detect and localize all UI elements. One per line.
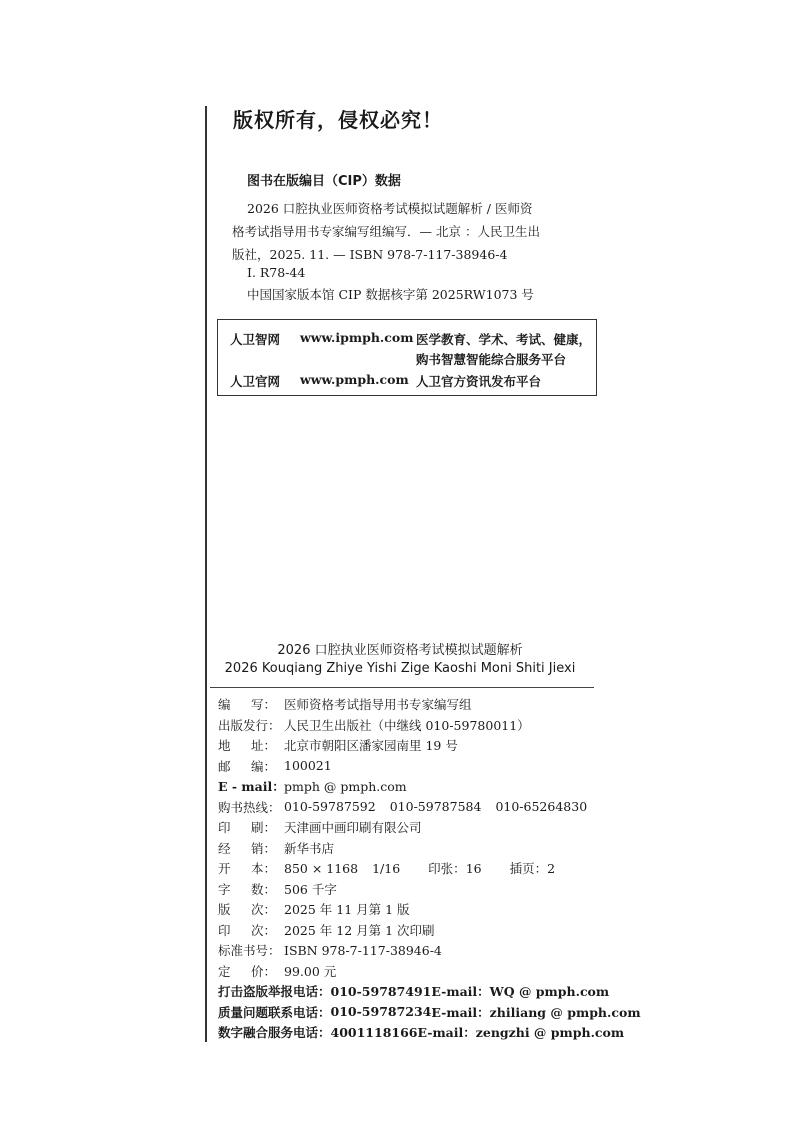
- info-label: 标准书号：: [218, 943, 281, 959]
- email-link[interactable]: E-mail：zhiliang @ pmph.com: [431, 1004, 641, 1020]
- label-part: 版: [218, 902, 231, 918]
- info-value: 2: [547, 860, 556, 876]
- info-label: [218, 695, 276, 713]
- info-value: 100021: [284, 758, 332, 774]
- info-value: 医师资格考试指导用书专家编写组: [284, 697, 472, 713]
- info-row-price: [218, 961, 598, 982]
- info-row-postcode: [218, 756, 598, 777]
- label-part: 数：: [250, 881, 276, 897]
- platform-row: [230, 372, 280, 390]
- phone-number: 010-59787592: [284, 799, 376, 815]
- info-label: 出版发行：: [218, 717, 281, 733]
- info-row-editor: [218, 694, 598, 715]
- cip-classification: Ⅰ. R78-44: [247, 265, 306, 280]
- email-link[interactable]: E-mail：zengzhi @ pmph.com: [417, 1025, 625, 1041]
- label-part: 次：: [250, 922, 276, 938]
- info-value: 2025 年 12 月第 1 次印刷: [284, 922, 435, 938]
- info-value: 850 × 1168: [284, 860, 359, 876]
- label-part: 址：: [250, 738, 276, 754]
- platform-name: 人卫智网: [230, 332, 281, 347]
- info-label: [218, 859, 276, 877]
- cip-record-number: 中国国家版本馆 CIP 数据核字第 2025RW1073 号: [247, 287, 534, 302]
- info-row-printing: [218, 920, 598, 941]
- info-row-distributor: [218, 838, 598, 859]
- info-label: 质量问题联系电话：: [218, 1004, 331, 1020]
- info-value: 天津画中画印刷有限公司: [284, 820, 422, 836]
- info-row-hotline: [218, 797, 598, 818]
- info-label: [218, 962, 276, 980]
- label-part: 销：: [250, 840, 276, 856]
- label-part: 编: [218, 697, 231, 713]
- info-label: [218, 900, 276, 918]
- publication-info: [218, 694, 641, 1043]
- info-value: 99.00 元: [284, 963, 337, 979]
- label-part: 字: [218, 881, 231, 897]
- book-title-chinese: 2026 口腔执业医师资格考试模拟试题解析: [277, 643, 523, 658]
- info-label: 数字融合服务电话：: [218, 1025, 331, 1041]
- info-row-printer: [218, 817, 598, 838]
- label-part: 次：: [250, 902, 276, 918]
- platform-desc-wrap: [416, 372, 541, 390]
- info-row-publisher: [218, 715, 598, 736]
- email-link[interactable]: pmph @ pmph.com: [284, 778, 407, 794]
- label-part: 刷：: [250, 820, 276, 836]
- cip-heading: 图书在版编目（CIP）数据: [247, 174, 401, 189]
- platform-name: 人卫官网: [230, 374, 281, 389]
- label-part: 地: [218, 738, 231, 754]
- label-part: 本：: [250, 861, 276, 877]
- platform-box: [217, 319, 597, 396]
- info-value: 2025 年 11 月第 1 版: [284, 902, 410, 918]
- label-part: 价：: [250, 963, 276, 979]
- info-value: 1/16: [372, 860, 401, 876]
- cip-line: 2026 口腔执业医师资格考试模拟试题解析 / 医师资: [247, 201, 533, 216]
- platform-desc: 医学教育、学术、考试、健康，: [416, 332, 592, 347]
- margin-rule: [205, 106, 207, 1042]
- info-value: 北京市朝阳区潘家园南里 19 号: [284, 738, 458, 754]
- copyright-notice: 版权所有，侵权必究！: [233, 108, 443, 132]
- label-part: 编：: [250, 758, 276, 774]
- label-part: 印: [218, 820, 231, 836]
- label-part: 经: [218, 840, 231, 856]
- info-row-digital: [218, 1022, 625, 1043]
- phone-number: 010-65264830: [495, 799, 588, 815]
- info-label: E - mail：: [218, 779, 285, 795]
- email-link[interactable]: E-mail：WQ @ pmph.com: [431, 984, 610, 1000]
- info-label: [218, 921, 276, 939]
- platform-url-link[interactable]: www.ipmph.com: [300, 330, 414, 345]
- info-label: 购书热线：: [218, 799, 281, 815]
- cip-line: 格考试指导用书专家编写组编写．— 北京 ：人民卫生出: [232, 224, 540, 239]
- phone-number: 010-59787491: [330, 983, 432, 999]
- platform-desc: 购书智慧智能综合服务平台: [416, 352, 567, 367]
- label-part: 开: [218, 861, 231, 877]
- divider: [210, 687, 594, 688]
- info-row-email: [218, 776, 598, 797]
- info-row-format: [218, 858, 598, 879]
- phone-number: 010-59787234: [330, 1004, 432, 1020]
- cip-line: 版社，2025. 11. — ISBN 978-7-117-38946-4: [232, 247, 508, 262]
- info-label: [218, 880, 276, 898]
- label-part: 写：: [250, 697, 276, 713]
- platform-url-wrap: [300, 330, 413, 345]
- info-label: [218, 736, 276, 754]
- info-label: [218, 818, 276, 836]
- info-label: [218, 839, 276, 857]
- label-part: 定: [218, 963, 231, 979]
- platform-desc-wrap: [416, 330, 591, 348]
- info-value: 新华书店: [284, 840, 335, 856]
- platform-url-wrap: [300, 372, 409, 387]
- platform-desc: 人卫官方资讯发布平台: [416, 374, 542, 389]
- info-row-piracy: [218, 981, 610, 1002]
- info-label: 打击盗版举报电话：: [218, 984, 331, 1000]
- info-label: 插页：: [509, 861, 548, 877]
- phone-number: 4001118166: [330, 1024, 418, 1040]
- info-value: ISBN 978-7-117-38946-4: [284, 942, 442, 958]
- platform-row: [230, 330, 280, 348]
- platform-url-link[interactable]: www.pmph.com: [300, 372, 409, 387]
- info-value: 16: [465, 860, 482, 876]
- info-row-address: [218, 735, 598, 756]
- book-title-pinyin: 2026 Kouqiang Zhiye Yishi Zige Kaoshi Moni Shiti Jiexi: [224, 661, 576, 676]
- info-row-quality: [218, 1002, 641, 1023]
- info-label: [218, 757, 276, 775]
- phone-number: 010-59787584: [389, 799, 482, 815]
- info-row-isbn: [218, 940, 598, 961]
- label-part: 印: [218, 922, 231, 938]
- label-part: 邮: [218, 758, 231, 774]
- info-row-wordcount: [218, 879, 598, 900]
- info-value: 506 千字: [284, 881, 337, 897]
- platform-desc-wrap: [416, 350, 566, 368]
- info-value: 人民卫生出版社（中继线 010-59780011）: [284, 717, 530, 733]
- info-row-edition: [218, 899, 598, 920]
- info-label: 印张：: [428, 861, 466, 877]
